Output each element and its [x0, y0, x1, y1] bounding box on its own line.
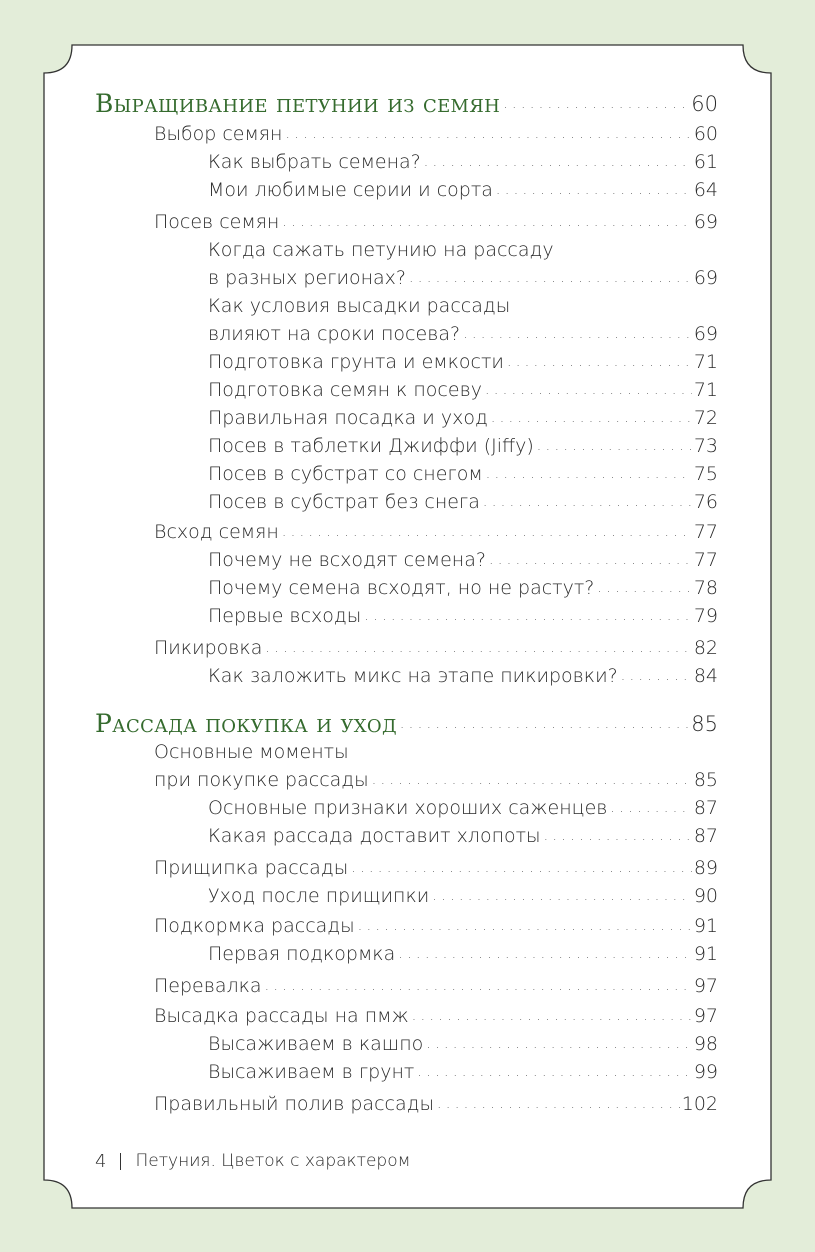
toc-entry-title: Основные моменты — [154, 741, 349, 763]
toc-entry-title: при покупке рассады — [154, 769, 369, 791]
toc-entry-title: Подготовка грунта и емкости — [208, 351, 504, 373]
toc-entry-title: Высаживаем в кашпо — [208, 1033, 424, 1055]
toc-entry-page: 75 — [693, 463, 718, 485]
toc-entry-title: Посев в таблетки Джиффи (Jiffy) — [208, 435, 534, 457]
toc-entry-page: 87 — [693, 825, 718, 847]
toc-entry-page: 91 — [693, 915, 718, 937]
dot-leader — [358, 914, 692, 938]
toc-section — [0, 1086, 815, 1116]
toc-entry-title: в разных регионах? — [208, 267, 407, 289]
toc-entry-page: 64 — [693, 179, 718, 201]
toc-entry-title: Высадка рассады на пмж — [154, 1005, 409, 1027]
toc-subsection — [0, 456, 815, 486]
toc-subsection — [0, 790, 815, 820]
toc-subsection — [0, 542, 815, 572]
dot-leader — [424, 150, 692, 174]
page-number: 4 — [95, 1150, 107, 1172]
toc-section — [0, 762, 815, 792]
toc-entry-title: Основные признаки хороших саженцев — [208, 797, 608, 819]
toc-section — [0, 116, 815, 146]
toc-entry-title: влияют на сроки посева? — [208, 323, 461, 345]
toc-subsection — [0, 658, 815, 688]
toc-entry-title: Правильная посадка и уход — [208, 407, 488, 429]
dot-leader — [432, 884, 692, 908]
toc-subsection — [0, 316, 815, 346]
dot-leader — [265, 974, 692, 998]
toc-entry-page: 102 — [681, 1093, 718, 1115]
toc-chapter — [0, 82, 815, 116]
toc-section — [0, 204, 815, 234]
toc-entry-page: 69 — [693, 211, 718, 233]
toc-entry-page: 61 — [693, 151, 718, 173]
dot-leader — [537, 434, 692, 458]
toc-section — [0, 968, 815, 998]
toc-section — [0, 998, 815, 1028]
toc-entry-page: 98 — [693, 1033, 718, 1055]
toc-subsection — [0, 372, 815, 402]
toc-subsection — [0, 172, 815, 202]
toc-subsection — [0, 1054, 815, 1084]
dot-leader — [282, 210, 691, 234]
book-title: Петуния. Цветок с характером — [135, 1151, 411, 1171]
toc-entry-title: Всход семян — [154, 521, 279, 543]
toc-subsection — [0, 484, 815, 514]
toc-entry-page: 97 — [693, 975, 718, 997]
dot-leader — [503, 92, 689, 116]
toc-subsection — [0, 400, 815, 430]
toc-subsection — [0, 1026, 815, 1056]
toc-subsection — [0, 288, 815, 318]
toc-subsection — [0, 232, 815, 262]
page-footer — [95, 1148, 410, 1174]
toc-section — [0, 908, 815, 938]
toc-entry-title: Как заложить микс на этапе пикировки? — [208, 665, 618, 687]
toc-section — [0, 850, 815, 880]
dot-leader — [412, 1004, 692, 1028]
toc-entry-title: Первая подкормка — [208, 943, 396, 965]
toc-entry-title: Подготовка семян к посеву — [208, 379, 482, 401]
toc-entry-title: Правильный полив рассады — [154, 1093, 435, 1115]
toc-entry-title: Почему семена всходят, но не растут? — [208, 577, 595, 599]
dot-leader — [496, 178, 692, 202]
toc-entry-page: 76 — [693, 491, 718, 513]
dot-leader — [621, 664, 692, 688]
toc-entry-page: 71 — [693, 379, 718, 401]
toc-entry-page: 77 — [693, 521, 718, 543]
toc-entry-page: 73 — [693, 435, 718, 457]
toc-entry-title: Когда сажать петунию на рассаду — [208, 239, 554, 261]
toc-subsection — [0, 878, 815, 908]
toc-entry-title: Какая рассада доставит хлопоты — [208, 825, 541, 847]
dot-leader — [426, 1032, 692, 1056]
toc-entry-page: 84 — [693, 665, 718, 687]
toc-entry-title: Как выбрать семена? — [208, 151, 421, 173]
dot-leader — [285, 122, 691, 146]
toc-chapter — [0, 702, 815, 736]
toc-entry-title: Рассада покупка и уход — [95, 709, 397, 738]
toc-entry-page: 89 — [693, 857, 718, 879]
dot-leader — [409, 266, 692, 290]
toc-entry-page: 91 — [693, 943, 718, 965]
toc-section — [0, 630, 815, 660]
toc-subsection — [0, 260, 815, 290]
toc-entry-page: 99 — [693, 1061, 718, 1083]
dot-leader — [364, 604, 692, 628]
dot-leader — [507, 350, 692, 374]
toc-entry-title: Как условия высадки рассады — [208, 295, 511, 317]
toc-entry-title: Прищипка рассады — [154, 857, 349, 879]
dot-leader — [400, 712, 689, 736]
toc-section — [0, 514, 815, 544]
toc-entry-title: Мои любимые серии и сорта — [208, 179, 493, 201]
dot-leader — [417, 1060, 691, 1084]
dot-leader — [486, 462, 692, 486]
dot-leader — [282, 520, 692, 544]
toc-entry-page: 87 — [693, 797, 718, 819]
toc-entry-page: 82 — [693, 637, 718, 659]
toc-entry-title: Пикировка — [154, 637, 263, 659]
toc-entry-title: Посев в субстрат без снега — [208, 491, 480, 513]
toc-entry-title: Почему не всходят семена? — [208, 549, 486, 571]
dot-leader — [491, 406, 692, 430]
toc-entry-title: Посев в субстрат со снегом — [208, 463, 483, 485]
dot-leader — [372, 768, 692, 792]
dot-leader — [544, 824, 692, 848]
toc-entry-title: Подкормка рассады — [154, 915, 355, 937]
dot-leader — [437, 1092, 680, 1116]
toc-entry-page: 72 — [693, 407, 718, 429]
toc-entry-page: 60 — [691, 92, 718, 116]
toc-entry-title: Выбор семян — [154, 123, 283, 145]
dot-leader — [489, 548, 692, 572]
toc-entry-title: Уход после прищипки — [208, 885, 430, 907]
dot-leader — [398, 942, 692, 966]
toc-entry-page: 69 — [693, 267, 718, 289]
toc-section — [0, 734, 815, 764]
toc-entry-title: Первые всходы — [208, 605, 362, 627]
toc-entry-title: Посев семян — [154, 211, 280, 233]
dot-leader — [463, 322, 692, 346]
toc-entry-page: 60 — [693, 123, 718, 145]
toc-subsection — [0, 570, 815, 600]
toc-entry-page: 85 — [691, 712, 718, 736]
toc-subsection — [0, 936, 815, 966]
toc-entry-page: 90 — [693, 885, 718, 907]
toc-entry-page: 79 — [693, 605, 718, 627]
dot-leader — [265, 636, 691, 660]
dot-leader — [485, 378, 692, 402]
toc-entry-page: 97 — [693, 1005, 718, 1027]
toc-subsection — [0, 428, 815, 458]
footer-separator — [120, 1153, 121, 1170]
toc-subsection — [0, 818, 815, 848]
toc-entry-title: Выращивание петунии из семян — [95, 89, 501, 118]
toc-entry-page: 71 — [693, 351, 718, 373]
toc-entry-page: 77 — [693, 549, 718, 571]
toc-entry-page: 85 — [693, 769, 718, 791]
dot-leader — [610, 796, 691, 820]
dot-leader — [351, 856, 692, 880]
dot-leader — [483, 490, 692, 514]
dot-leader — [597, 576, 691, 600]
toc-subsection — [0, 598, 815, 628]
toc-entry-page: 69 — [693, 323, 718, 345]
toc-subsection — [0, 344, 815, 374]
toc-entry-page: 78 — [693, 577, 718, 599]
toc-entry-title: Высаживаем в грунт — [208, 1061, 415, 1083]
toc-entry-title: Перевалка — [154, 975, 262, 997]
toc-subsection — [0, 144, 815, 174]
